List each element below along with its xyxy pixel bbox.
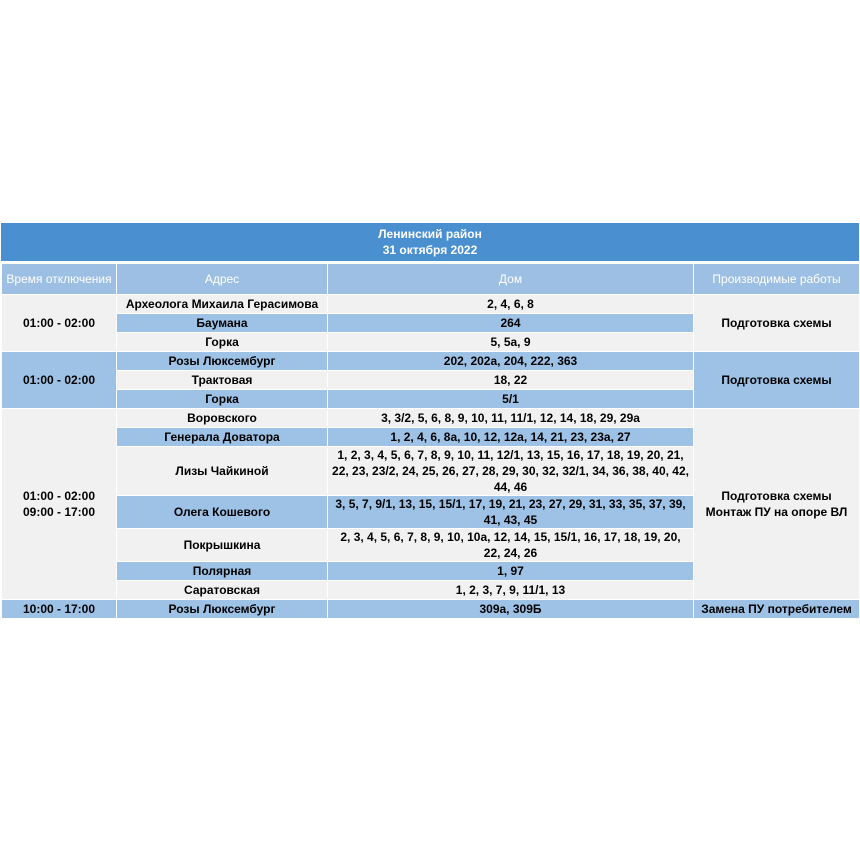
street-cell: Воровского — [117, 409, 328, 428]
street-cell: Саратовская — [117, 581, 328, 600]
column-header-time: Время отключения — [2, 264, 117, 295]
table-row — [2, 295, 860, 314]
street-cell: Трактовая — [117, 371, 328, 390]
houses-cell: 3, 3/2, 5, 6, 8, 9, 10, 11, 11/1, 12, 14, 18, 29, 29а — [328, 409, 694, 428]
outage-time-line: 01:00 - 02:00 — [22, 489, 96, 503]
street-cell: Лизы Чайкиной — [117, 447, 328, 496]
houses-cell: 264 — [328, 314, 694, 333]
street-cell: Покрышкина — [117, 529, 328, 562]
houses-cell: 5, 5а, 9 — [328, 333, 694, 352]
schedule-date: 31 октября 2022 — [382, 243, 478, 257]
outage-time: 01:00 - 02:00 — [2, 352, 117, 409]
district-name: Ленинский район — [378, 227, 482, 241]
houses-cell: 1, 2, 4, 6, 8а, 10, 12, 12а, 14, 21, 23, 23а, 27 — [328, 428, 694, 447]
houses-cell: 1, 2, 3, 7, 9, 11/1, 13 — [328, 581, 694, 600]
houses-cell: 18, 22 — [328, 371, 694, 390]
houses-cell: 2, 4, 6, 8 — [328, 295, 694, 314]
street-cell: Горка — [117, 333, 328, 352]
work-type-line: Подготовка схемы — [721, 489, 832, 503]
work-type — [694, 409, 860, 600]
houses-cell: 202, 202а, 204, 222, 363 — [328, 352, 694, 371]
column-header-address: Адрес — [117, 264, 328, 295]
outage-time-line: 09:00 - 17:00 — [22, 505, 96, 519]
houses-cell: 2, 3, 4, 5, 6, 7, 8, 9, 10, 10а, 12, 14, 15, 15/1, 16, 17, 18, 19, 20, 22, 24, 26 — [328, 529, 694, 562]
outage-schedule — [1, 223, 859, 619]
street-cell: Генерала Доватора — [117, 428, 328, 447]
houses-cell: 1, 97 — [328, 562, 694, 581]
work-type: Подготовка схемы — [694, 352, 860, 409]
table-title — [1, 223, 859, 263]
houses-cell: 1, 2, 3, 4, 5, 6, 7, 8, 9, 10, 11, 12/1, 13, 15, 16, 17, 18, 19, 20, 21, 22, 23, 23/2, 24, 25, 26, 27, 28, 29, 30, 32, 32/1, 34, 36, 38, 40, 42, 44, 46 — [328, 447, 694, 496]
outage-time: 10:00 - 17:00 — [2, 600, 117, 619]
work-type-line: Монтаж ПУ на опоре ВЛ — [705, 505, 848, 519]
column-header-works: Производимые работы — [694, 264, 860, 295]
street-cell: Археолога Михаила Герасимова — [117, 295, 328, 314]
street-cell: Олега Кошевого — [117, 496, 328, 529]
outage-time — [2, 409, 117, 600]
street-cell: Баумана — [117, 314, 328, 333]
street-cell: Розы Люксембург — [117, 352, 328, 371]
houses-cell: 5/1 — [328, 390, 694, 409]
street-cell: Полярная — [117, 562, 328, 581]
table-row — [2, 600, 860, 619]
work-type: Подготовка схемы — [694, 295, 860, 352]
schedule-table — [1, 263, 860, 619]
houses-cell: 309а, 309Б — [328, 600, 694, 619]
table-row — [2, 352, 860, 371]
table-row — [2, 409, 860, 428]
street-cell: Розы Люксембург — [117, 600, 328, 619]
header-row — [2, 264, 860, 295]
street-cell: Горка — [117, 390, 328, 409]
outage-time: 01:00 - 02:00 — [2, 295, 117, 352]
houses-cell: 3, 5, 7, 9/1, 13, 15, 15/1, 17, 19, 21, 23, 27, 29, 31, 33, 35, 37, 39, 41, 43, 45 — [328, 496, 694, 529]
work-type: Замена ПУ потребителем — [694, 600, 860, 619]
column-header-houses: Дом — [328, 264, 694, 295]
